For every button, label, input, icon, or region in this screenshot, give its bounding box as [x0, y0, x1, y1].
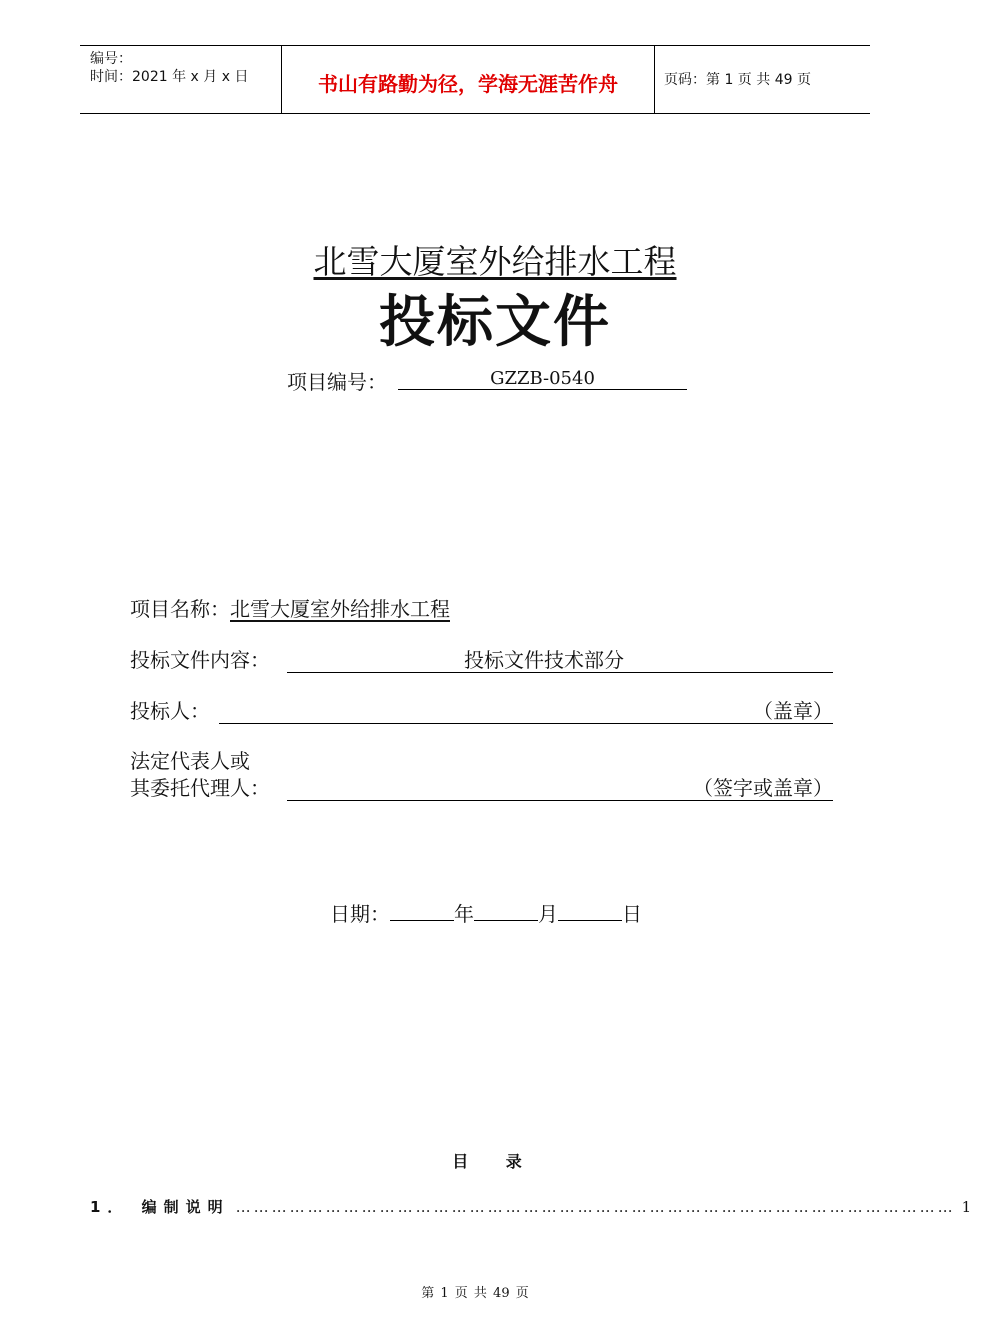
content-value-text: 投标文件技术部分	[464, 648, 624, 672]
date-month-blank	[474, 900, 538, 921]
toc-item-label: 1． 编制说明	[90, 1198, 230, 1216]
content-label: 投标文件内容：	[130, 648, 270, 672]
bidder-note: （盖章）	[753, 699, 833, 723]
toc-item-leader: …………………………………………………………………………………………………………	[235, 1198, 956, 1216]
date-label: 日期：	[330, 902, 390, 926]
project-number-value: GZZB-0540	[398, 368, 687, 390]
date-year-label: 年	[454, 902, 474, 926]
header-top-rule	[80, 45, 870, 46]
rep-signature-line	[287, 776, 833, 801]
project-title: 北雪大厦室外给排水工程	[313, 242, 677, 281]
bidder-signature-line	[219, 699, 833, 724]
date-year-blank	[390, 900, 454, 921]
date-day-blank	[558, 900, 622, 921]
bidder-label: 投标人：	[130, 699, 210, 723]
rep-note: （签字或盖章）	[693, 776, 833, 800]
project-number-label: 项目编号：	[287, 370, 387, 394]
date-month-label: 月	[538, 902, 558, 926]
rep-label-line2: 其委托代理人：	[130, 776, 270, 800]
header-motto: 书山有路勤为径，学海无涯苦作舟	[318, 72, 618, 96]
header-page-info: 页码：第 1 页 共 49 页	[664, 72, 811, 88]
header-number-label: 编号：	[90, 51, 132, 67]
toc-title: 目 录	[452, 1152, 538, 1171]
toc-item-page: 1	[961, 1198, 972, 1216]
project-name-label: 项目名称：	[130, 597, 230, 621]
page-footer: 第 1 页 共 49 页	[421, 1286, 529, 1301]
toc-item[interactable]	[90, 1196, 972, 1217]
content-value	[287, 648, 833, 673]
project-name-field	[130, 596, 450, 622]
date-day-label: 日	[622, 902, 642, 926]
document-type-title: 投标文件	[379, 290, 611, 355]
rep-label-line1: 法定代表人或	[130, 749, 250, 773]
header-bottom-rule	[80, 113, 870, 114]
header-time-label: 时间：2021 年 x 月 x 日	[90, 69, 249, 85]
date-field	[330, 900, 642, 927]
project-name-value: 北雪大厦室外给排水工程	[230, 597, 450, 621]
header-divider-2	[654, 45, 655, 113]
